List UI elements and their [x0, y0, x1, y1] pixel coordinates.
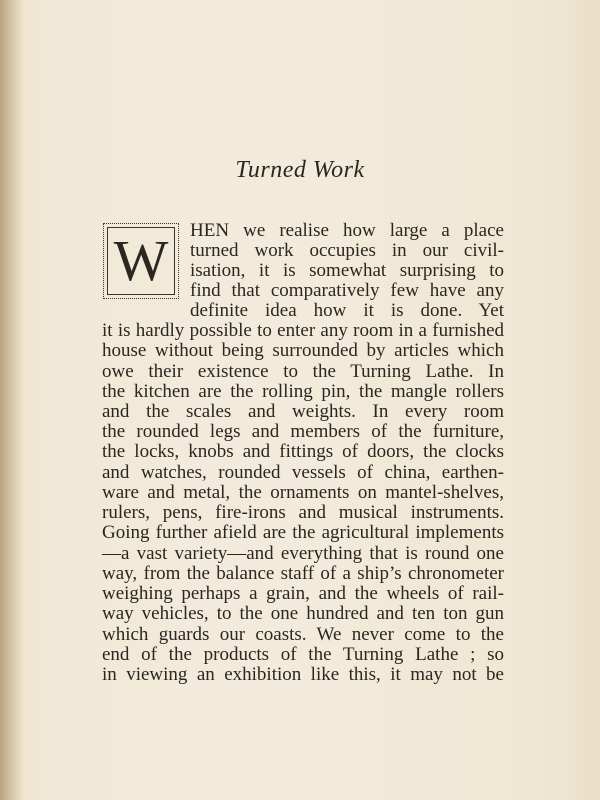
- text-line: Going further afield are the agricultural implements: [102, 522, 504, 543]
- text-line: isation, it is somewhat surprising to: [190, 260, 504, 281]
- text-line: in viewing an exhibition like this, it may not be: [102, 664, 504, 685]
- text-line: and watches, rounded vessels of china, earthen-: [102, 462, 504, 483]
- text-line: house without being surrounded by articles which: [102, 340, 504, 361]
- chapter-title: Turned Work: [235, 157, 365, 183]
- page-gutter-shadow: [0, 0, 22, 800]
- text-line: find that comparatively few have any: [190, 280, 504, 301]
- text-line: rulers, pens, fire-irons and musical instruments.: [102, 502, 504, 523]
- text-line: definite idea how it is done. Yet: [190, 300, 504, 321]
- text-line: it is hardly possible to enter any room in a furnished: [102, 320, 504, 341]
- text-line: —a vast variety—and everything that is round one: [102, 543, 504, 564]
- drop-cap-box: [103, 223, 179, 299]
- text-line: the rounded legs and members of the furniture,: [102, 421, 504, 442]
- text-line: end of the products of the Turning Lathe ; so: [102, 644, 504, 665]
- text-line: which guards our coasts. We never come to the: [102, 624, 504, 645]
- text-line: way, from the balance staff of a ship’s chronometer: [102, 563, 504, 584]
- text-line: HEN we realise how large a place: [190, 220, 504, 241]
- text-line: and the scales and weights. In every room: [102, 401, 504, 422]
- text-line: owe their existence to the Turning Lathe. In: [102, 361, 504, 382]
- text-line: turned work occupies in our civil-: [190, 240, 504, 261]
- text-line: the kitchen are the rolling pin, the mangle rollers: [102, 381, 504, 402]
- text-line: weighing perhaps a grain, and the wheels of rail-: [102, 583, 504, 604]
- text-line: the locks, knobs and fittings of doors, the clocks: [102, 441, 504, 462]
- text-line: way vehicles, to the one hundred and ten ton gun: [102, 603, 504, 624]
- text-line: ware and metal, the ornaments on mantel-shelves,: [102, 482, 504, 503]
- drop-cap-letter: W: [113, 228, 169, 293]
